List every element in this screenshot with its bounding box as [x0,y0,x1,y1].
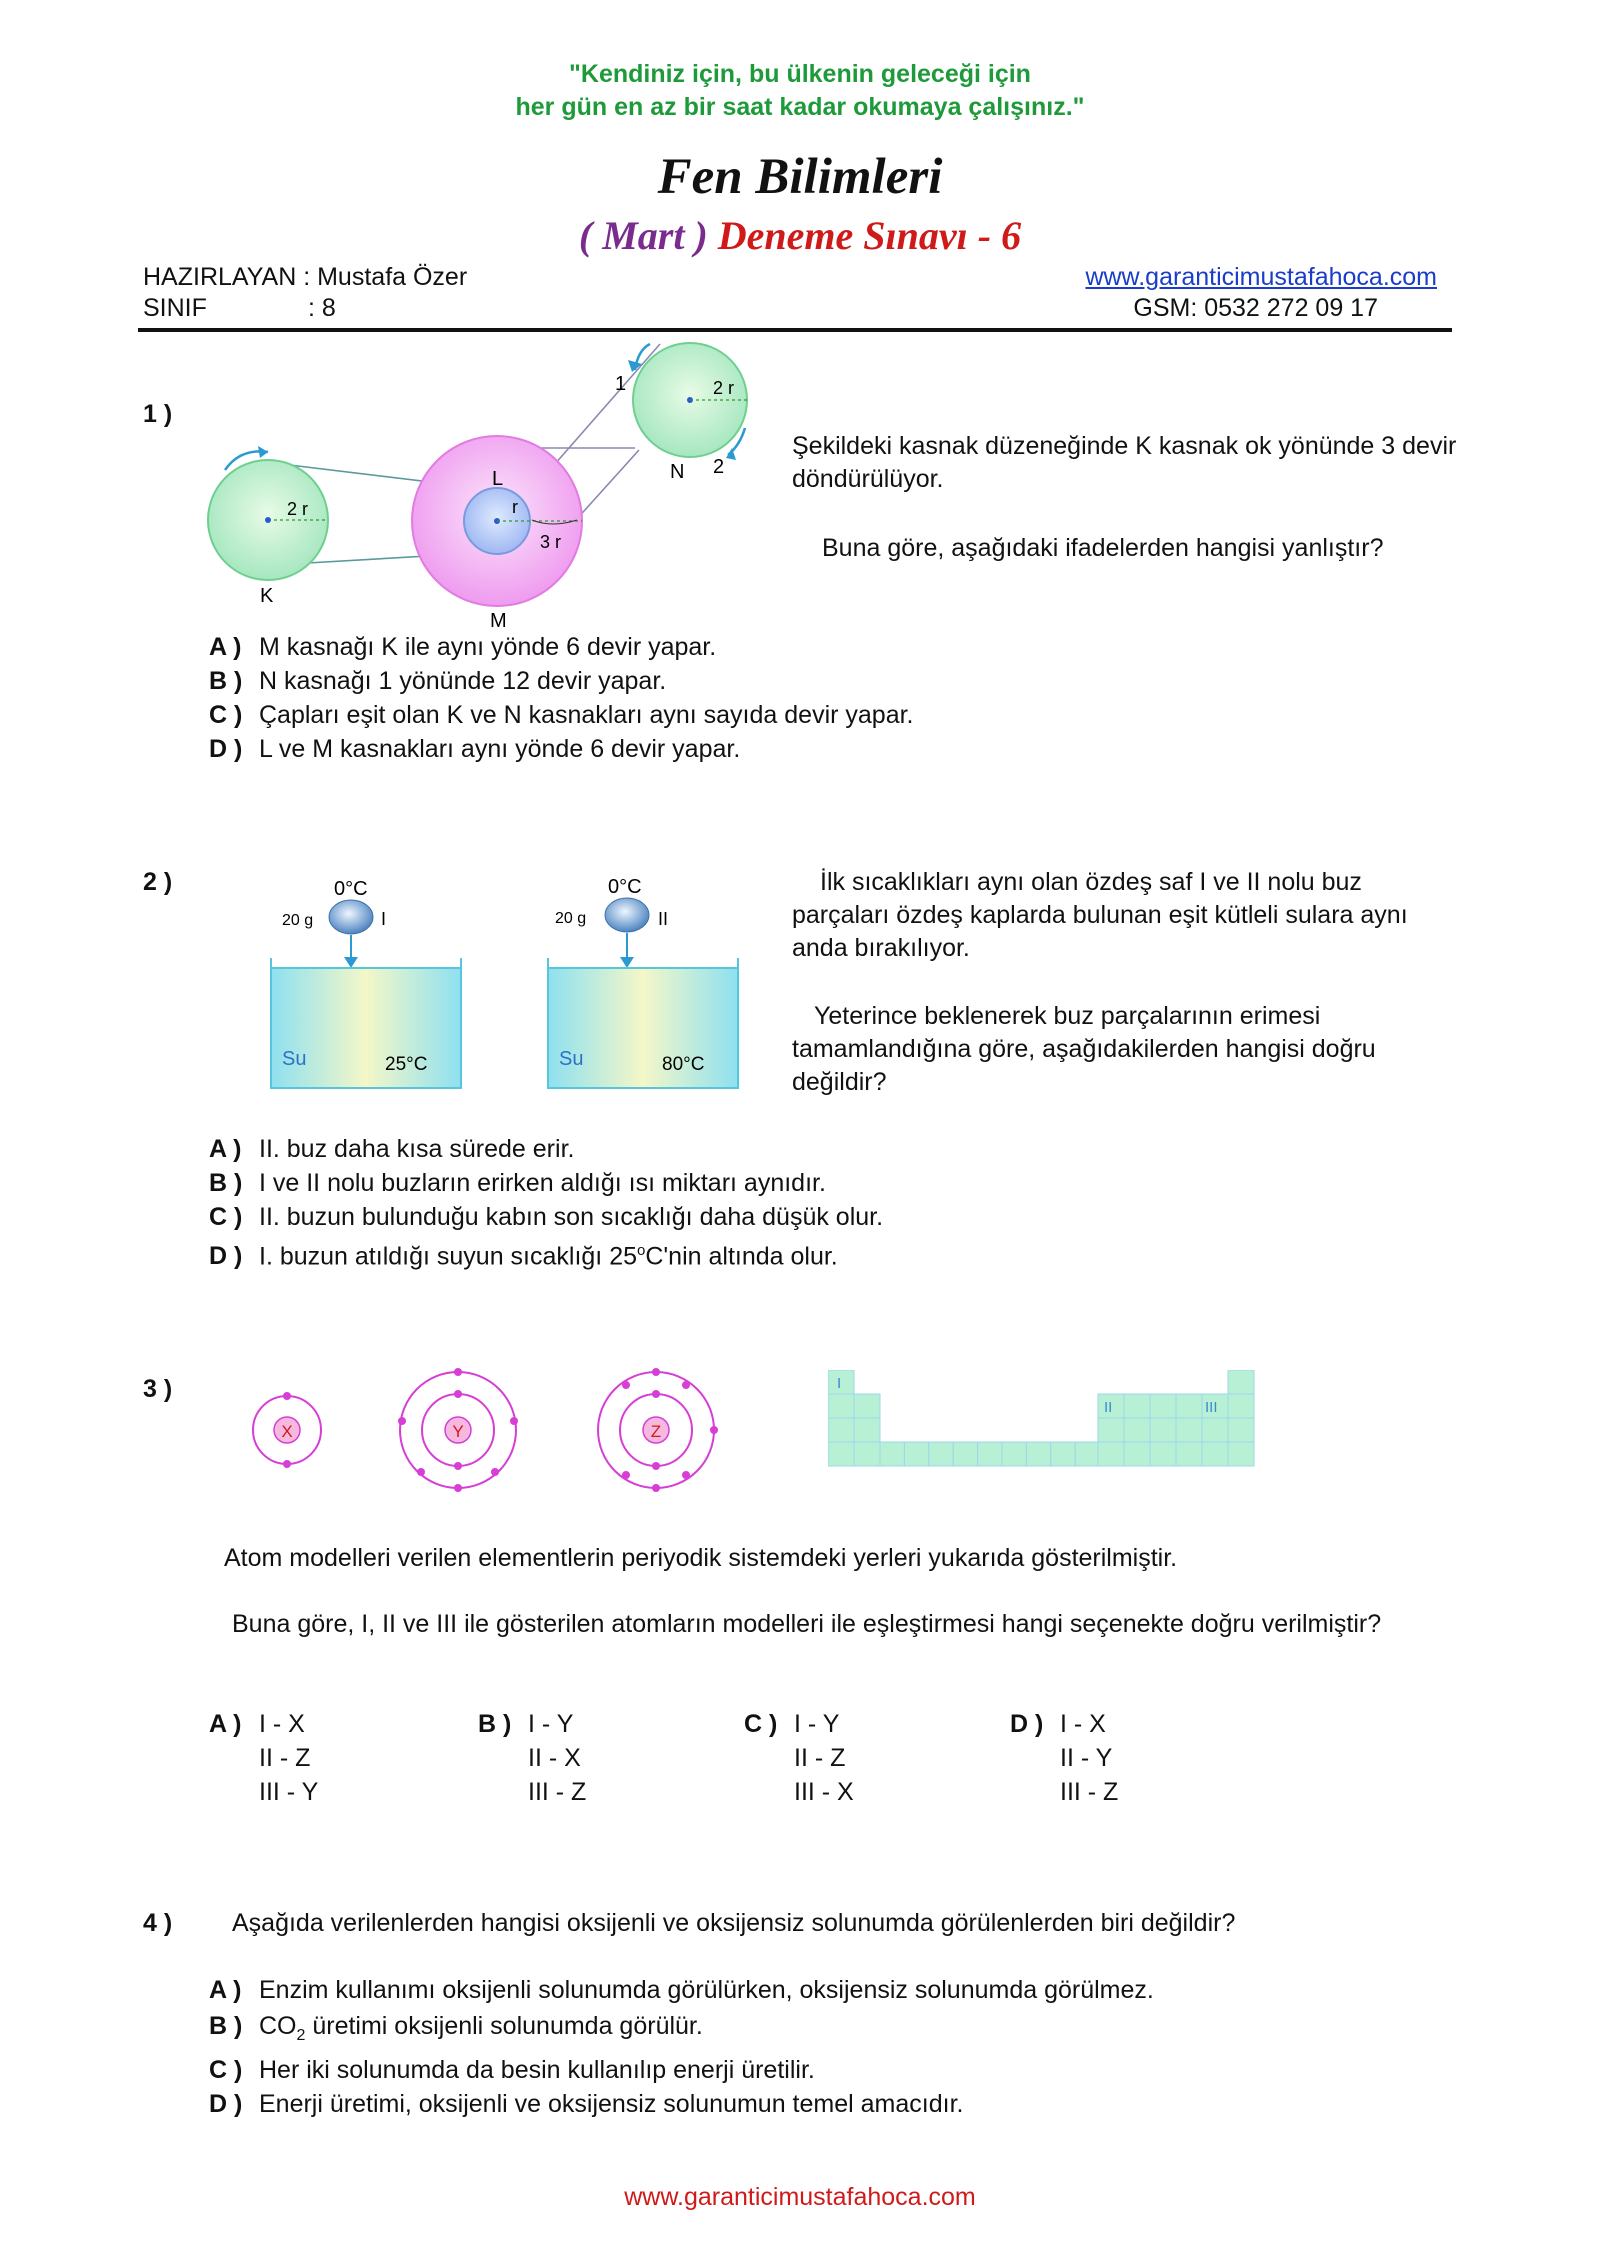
question-2-text-2: Yeterince beklenerek buz parçalarının erimesi tamamlandığına göre, aşağıdakilerden hangisi doğru değildir? [792,1002,1376,1096]
option-letter: D ) [1010,1710,1044,1738]
option-text: Her iki solunumda da besin kullanılıp enerji üretilir. [259,2056,815,2084]
option-letter: C ) [209,1203,243,1231]
question-3-text-1: Atom modelleri verilen elementlerin periyodik sistemdeki yerleri yukarıda gösterilmiştir. [224,1544,1178,1572]
container-2-water: Su [559,1048,584,1070]
container-1 [271,968,461,1088]
option-letter: B ) [478,1710,512,1738]
option-text: Çapları eşit olan K ve N kasnakları aynı sayıda devir yapar. [259,701,914,729]
pulley-m-radius: 3 r [540,532,562,552]
pulley-k-label: K [260,585,274,607]
question-3-option-b[interactable] [478,1707,586,1809]
question-2-text-1: İlk sıcaklıkları aynı olan özdeş saf I ve II nolu buz parçaları özdeş kaplarda bulunan eşit kütleli sulara aynı anda bırakılıyor. [792,868,1408,962]
table-position-3: III [1205,1399,1218,1416]
motto [0,58,1600,124]
question-4-number: 4 ) [143,1909,173,1937]
footer-website[interactable]: www.garanticimustafahoca.com [624,2183,976,2211]
option-text-after: üretimi oksijenli solunumda görülür. [305,2012,703,2040]
option-text: Enerji üretimi, oksijenli ve oksijensiz solunumun temel amacıdır. [259,2090,964,2118]
atom-z-model [598,1368,718,1492]
ice-1-icon [329,900,373,934]
subscript: 2 [296,2027,306,2044]
question-4-text: Aşağıda verilenlerden hangisi oksijenli ve oksijensiz solunumda görülenlerden biri değildir? [232,1909,1236,1937]
atom-y-model [398,1368,518,1492]
option-line-3: III - X [794,1778,854,1806]
option-row[interactable] [209,698,914,732]
option-text: M kasnağı K ile aynı yönde 6 devir yapar. [259,633,717,661]
option-row[interactable] [209,732,914,766]
option-letter: C ) [209,701,243,729]
motto-line-1: "Kendiniz için, bu ülkenin geleceği için [569,60,1031,88]
atom-y-label: Y [452,1422,464,1441]
question-4-options [209,1973,1154,2121]
question-1-options [209,630,914,766]
pulley-diagram [180,330,800,630]
option-line-3: III - Z [1060,1778,1119,1806]
option-line-3: III - Y [259,1778,319,1806]
option-text: II. buz daha kısa sürede erir. [259,1135,575,1163]
option-text: N kasnağı 1 yönünde 12 devir yapar. [259,667,667,695]
option-row[interactable] [209,1234,883,1273]
option-row[interactable] [209,630,914,664]
container-2 [548,968,738,1088]
exam-subtitle [0,212,1600,259]
option-row[interactable] [209,1973,1154,2007]
question-2-number: 2 ) [143,868,173,896]
periodic-table [828,1370,1260,1472]
pulley-k-radius: 2 r [287,499,309,519]
option-row[interactable] [209,664,914,698]
option-letter: B ) [209,667,243,695]
question-1-number: 1 ) [143,400,173,428]
pulley-n-label: N [670,461,685,483]
option-letter: D ) [209,735,243,763]
option-letter: A ) [209,1135,242,1163]
direction-1-label: 1 [615,373,627,395]
option-letter: A ) [209,1976,242,2004]
option-letter: C ) [744,1710,778,1738]
option-row[interactable] [209,1166,883,1200]
table-position-2: II [1104,1399,1113,1416]
pulley-l-radius: r [512,497,518,517]
option-text-after: C'nin altında olur. [645,1242,838,1271]
subtitle-month: ( Mart ) [578,213,708,258]
option-letter: B ) [209,2012,243,2040]
option-text: Enzim kullanımı oksijenli solunumda görülürken, oksijensiz solunumda görülmez. [259,1976,1154,2004]
pulley-m-label: M [490,610,507,630]
question-1-text-1: Şekildeki kasnak düzeneğinde K kasnak ok yönünde 3 devir döndürülüyor. [792,432,1457,493]
subtitle-exam: Deneme Sınavı - 6 [717,213,1022,258]
page-title: Fen Bilimleri [657,149,943,205]
option-line-1: I - X [259,1710,305,1738]
motto-line-2: her gün en az bir saat kadar okumaya çalışınız." [515,93,1085,121]
ice-2-mass: 20 g [555,910,587,927]
ice-1-label: I [381,909,387,929]
option-letter: D ) [209,1242,243,1271]
ice-2-icon [605,898,649,932]
option-row[interactable] [209,1132,883,1166]
question-3-number: 3 ) [143,1375,173,1403]
option-letter: A ) [209,1710,242,1738]
question-2-options [209,1132,883,1273]
container-1-water: Su [282,1048,307,1070]
option-line-1: I - Y [528,1710,574,1738]
option-line-2: II - X [528,1744,581,1772]
degree-superscript: o [637,1242,646,1259]
ice-2-label: II [658,909,669,929]
option-line-1: I - Y [794,1710,840,1738]
option-letter: D ) [209,2090,243,2118]
atom-z-label: Z [650,1422,662,1441]
container-1-temp: 25°C [385,1054,428,1075]
pulley-n-radius: 2 r [713,378,735,398]
pulley-l-label: L [492,468,504,490]
phone-number: GSM: 0532 272 09 17 [1133,294,1378,322]
ice-2-temp: 0°C [608,876,642,898]
option-row[interactable] [209,2009,1154,2053]
question-3-option-d[interactable] [1010,1707,1118,1809]
option-row[interactable] [209,1200,883,1234]
website-link[interactable]: www.garanticimustafahoca.com [1085,263,1437,291]
option-text: L ve M kasnakları aynı yönde 6 devir yapar. [259,735,741,763]
atom-x-model [253,1392,321,1468]
option-line-2: II - Z [259,1744,311,1772]
option-text: II. buzun bulunduğu kabın son sıcaklığı daha düşük olur. [259,1203,884,1231]
ice-1-temp: 0°C [334,878,368,900]
direction-2-label: 2 [713,456,725,478]
atom-models [245,1365,745,1505]
author-label: HAZIRLAYAN : Mustafa Özer [143,263,468,291]
container-2-temp: 80°C [662,1054,705,1075]
option-line-3: III - Z [528,1778,587,1806]
class-value: : 8 [308,294,336,322]
question-1-text-2: Buna göre, aşağıdaki ifadelerden hangisi yanlıştır? [822,534,1384,562]
option-line-2: II - Y [1060,1744,1113,1772]
class-label: SINIF [143,294,207,322]
option-line-1: I - X [1060,1710,1106,1738]
option-letter: C ) [209,2056,243,2084]
option-letter: A ) [209,633,242,661]
option-text-before: I. buzun atıldığı suyun sıcaklığı 25 [259,1242,638,1271]
atom-x-label: X [281,1422,293,1441]
table-position-1: I [837,1375,842,1392]
option-letter: B ) [209,1169,243,1197]
question-3-option-c[interactable] [744,1707,854,1809]
question-3-option-a[interactable] [209,1707,318,1809]
ice-experiment-diagram [270,865,740,1095]
option-text-before: CO [259,2012,297,2040]
option-text: I ve II nolu buzların erirken aldığı ısı miktarı aynıdır. [259,1169,826,1197]
option-row[interactable] [209,2087,1154,2121]
question-3-text-2: Buna göre, I, II ve III ile gösterilen atomların modelleri ile eşleştirmesi hangi seçenekte doğru verilmiştir? [232,1610,1382,1638]
option-row[interactable] [209,2053,1154,2087]
option-line-2: II - Z [794,1744,846,1772]
ice-1-mass: 20 g [282,912,314,929]
